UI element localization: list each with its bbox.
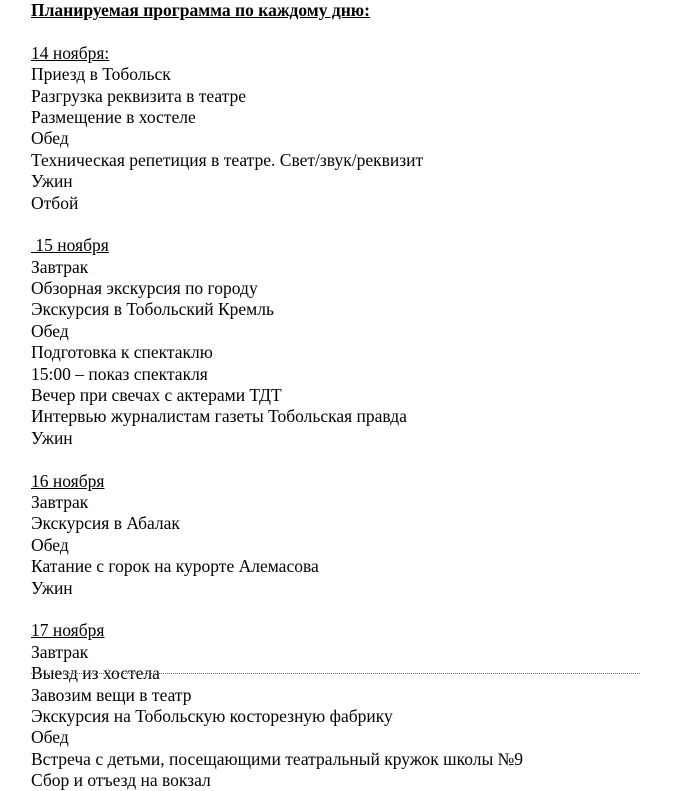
- list-item: Ужин: [31, 577, 73, 598]
- blank-line: [31, 599, 681, 620]
- list-item: Экскурсия в Абалак: [31, 513, 180, 534]
- blank-line: [31, 214, 681, 235]
- list-item: Размещение в хостеле: [31, 106, 196, 127]
- list-item: Встреча с детьми, посещающими театральный кружок школы №9: [31, 748, 524, 769]
- list-item: Подготовка к спектаклю: [31, 342, 213, 363]
- list-item: Обед: [31, 534, 69, 555]
- list-item: Обзорная экскурсия по городу: [31, 278, 258, 299]
- list-item: Выезд из хостела: [31, 663, 160, 684]
- list-item: Экскурсия на Тобольскую косторезную фабрику: [31, 705, 393, 726]
- list-item: 15:00 – показ спектакля: [31, 363, 208, 384]
- list-item: Завтрак: [31, 641, 89, 662]
- day-title-15: 15 ноября: [31, 235, 109, 256]
- list-item: Завтрак: [31, 491, 89, 512]
- list-item: Обед: [31, 727, 69, 748]
- day-title-14: 14 ноября:: [31, 42, 110, 63]
- list-item: Разгрузка реквизита в театре: [31, 85, 247, 106]
- list-item: Завтрак: [31, 256, 89, 277]
- list-item: Вечер при свечах с актерами ТДТ: [31, 385, 282, 406]
- list-item: Экскурсия в Тобольский Кремль: [31, 299, 274, 320]
- list-item: Ужин: [31, 171, 73, 192]
- list-item: Ужин: [31, 427, 73, 448]
- list-item: Приезд в Тобольск: [31, 64, 171, 85]
- list-item: Сбор и отъезд на вокзал: [31, 770, 211, 791]
- blank-line: [31, 449, 681, 470]
- document-heading: Планируемая программа по каждому дню:: [31, 0, 370, 20]
- day-title-17: 17 ноября: [31, 620, 105, 641]
- day-title-16: 16 ноября: [31, 470, 105, 491]
- list-item: Обед: [31, 320, 69, 341]
- list-item: Интервью журналистам газеты Тобольская правда: [31, 406, 407, 427]
- list-item: Техническая репетиция в театре. Свет/звук/реквизит: [31, 149, 424, 170]
- list-item: Обед: [31, 128, 69, 149]
- list-item: Катание с горок на курорте Алемасова: [31, 556, 319, 577]
- list-item: Завозим вещи в театр: [31, 684, 192, 705]
- blank-line: [31, 21, 681, 42]
- grammar-underline: [31, 669, 640, 674]
- list-item: Отбой: [31, 192, 79, 213]
